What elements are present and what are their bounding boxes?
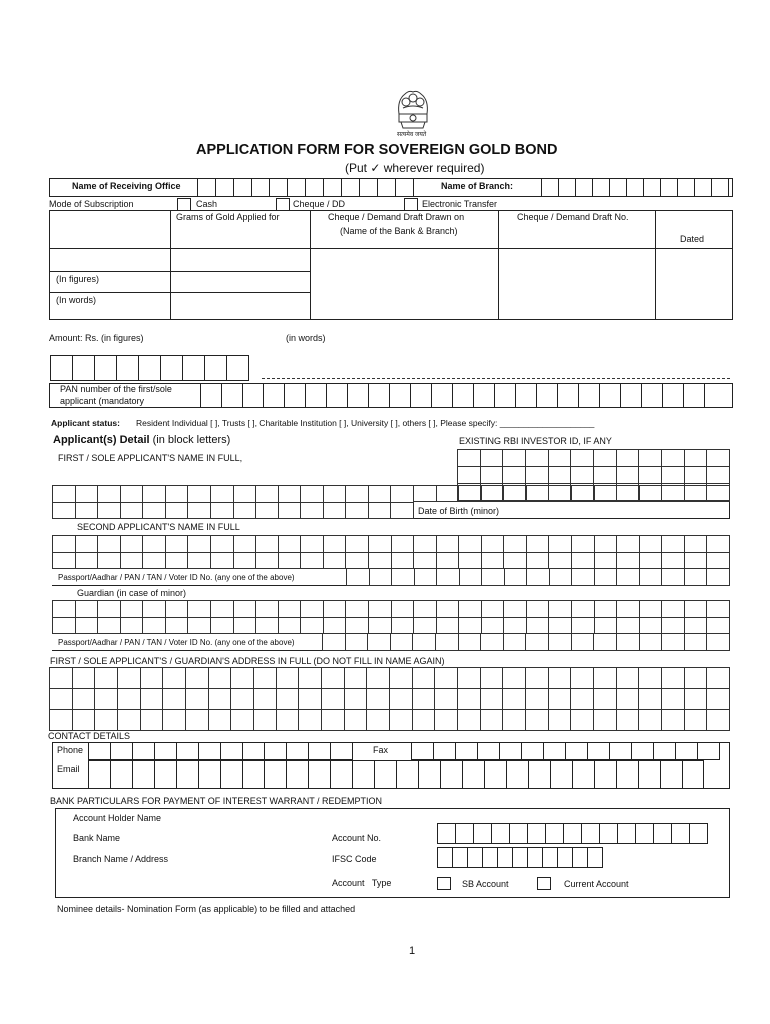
pan-label-1: PAN number of the first/sole <box>60 384 172 394</box>
page-number: 1 <box>409 945 416 957</box>
form-subtitle: (Put ✓ wherever required) <box>345 161 485 175</box>
id-label-1: Passport/Aadhar / PAN / TAN / Voter ID No. (any one of the above) <box>58 573 295 582</box>
first-name-grid[interactable] <box>52 485 414 519</box>
in-words-label: (In words) <box>56 295 97 305</box>
drawn-on-header-1: Cheque / Demand Draft Drawn on <box>328 212 465 222</box>
branch-cells[interactable] <box>541 178 729 197</box>
mode-label: Mode of Subscription <box>49 199 134 209</box>
branch-label: Name of Branch: <box>441 181 514 191</box>
pan-label-2: applicant (mandatory <box>60 396 145 406</box>
in-figures-label: (In figures) <box>56 274 100 284</box>
contact-heading: CONTACT DETAILS <box>48 731 131 741</box>
nominee-note: Nominee details- Nomination Form (as applicable) to be filled and attached <box>57 904 356 914</box>
electronic-transfer-label: Electronic Transfer <box>422 199 498 209</box>
phone-cells[interactable] <box>88 742 353 760</box>
holder-label: Account Holder Name <box>73 813 162 823</box>
emblem-caption: सत्यमेव जयते <box>397 132 427 138</box>
dob-label: Date of Birth (minor) <box>418 506 500 516</box>
ifsc-cells[interactable] <box>437 847 603 868</box>
bank-heading: BANK PARTICULARS FOR PAYMENT OF INTEREST WARRANT / REDEMPTION <box>50 796 383 806</box>
branch-address-label: Branch Name / Address <box>73 854 169 864</box>
form-title: APPLICATION FORM FOR SOVEREIGN GOLD BOND <box>196 142 558 158</box>
second-name-label: SECOND APPLICANT'S NAME IN FULL <box>77 522 240 532</box>
drawn-on-header-2: (Name of the Bank & Branch) <box>340 226 458 236</box>
bank-name-label: Bank Name <box>73 833 121 843</box>
account-type-label: Account Type <box>332 878 392 888</box>
grams-header: Grams of Gold Applied for <box>176 212 280 222</box>
pan-cells[interactable] <box>200 383 705 408</box>
receiving-office-cells[interactable] <box>197 178 414 197</box>
id-label-2: Passport/Aadhar / PAN / TAN / Voter ID No. (any one of the above) <box>58 638 295 647</box>
email-label: Email <box>57 764 80 774</box>
applicant-heading <box>53 434 230 446</box>
status-label: Applicant status: <box>51 418 120 428</box>
fax-label: Fax <box>373 745 389 755</box>
guardian-id-grid[interactable] <box>322 634 730 651</box>
sb-account-checkbox[interactable] <box>437 877 451 890</box>
guardian-grid[interactable] <box>52 600 730 634</box>
cash-label: Cash <box>196 199 218 209</box>
first-name-label: FIRST / SOLE APPLICANT'S NAME IN FULL, <box>58 453 243 463</box>
amount-words-line[interactable] <box>262 378 730 379</box>
applicant-heading-rest: (in block letters) <box>152 434 231 446</box>
status-options: Resident Individual [ ], Trusts [ ], Charitable Institution [ ], University [ ], others [ ], Please specify: ____________________ <box>136 418 595 428</box>
email-cells[interactable] <box>88 760 704 789</box>
dated-header: Dated <box>680 234 705 244</box>
second-name-grid[interactable] <box>52 535 730 569</box>
dd-no-header: Cheque / Demand Draft No. <box>517 212 629 222</box>
address-grid[interactable] <box>49 667 730 731</box>
ifsc-label: IFSC Code <box>332 854 377 864</box>
first-name-grid-right[interactable] <box>414 485 730 502</box>
applicant-heading-bold: Applicant(s) Detail <box>53 434 150 446</box>
sb-account-label: SB Account <box>462 879 509 889</box>
address-label: FIRST / SOLE APPLICANT'S / GUARDIAN'S ADDRESS IN FULL (DO NOT FILL IN NAME AGAIN) <box>50 656 445 666</box>
receiving-office-label: Name of Receiving Office <box>72 181 181 191</box>
current-account-checkbox[interactable] <box>537 877 551 890</box>
amount-figures-label: Amount: Rs. (in figures) <box>49 333 144 343</box>
account-no-cells[interactable] <box>437 823 708 844</box>
guardian-label: Guardian (in case of minor) <box>77 588 187 598</box>
cheque-dd-label: Cheque / DD <box>293 199 346 209</box>
amount-words-label: (in words) <box>286 333 326 343</box>
phone-label: Phone <box>57 745 84 755</box>
fax-cells[interactable] <box>411 742 720 760</box>
rbi-id-label: EXISTING RBI INVESTOR ID, IF ANY <box>459 436 612 446</box>
current-account-label: Current Account <box>564 879 629 889</box>
second-id-grid[interactable] <box>346 569 730 586</box>
amount-cells[interactable] <box>50 355 249 381</box>
national-emblem <box>391 84 435 140</box>
account-no-label: Account No. <box>332 833 382 843</box>
